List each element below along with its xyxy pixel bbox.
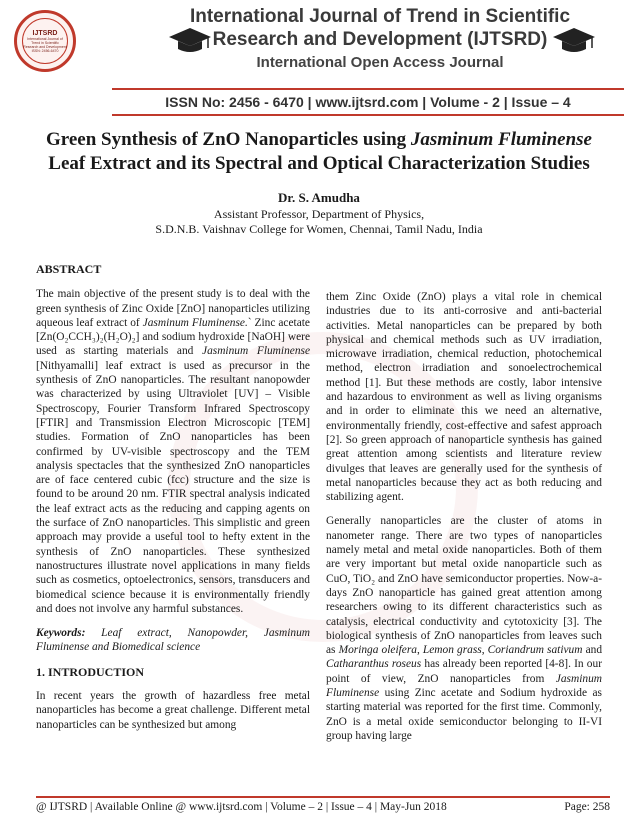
text-run: [Nithyamalli] leaf extract is used as precursor in the synthesis of ZnO nanoparticles. The resultant nanopowder was characterized by using Ultraviolet [UV] – Visible Spectroscopy, Fourier Transform Infrared Spectroscopy [FTIR] and Transmission Electron Microscopic [TEM] studies. Formation of ZnO nanoparticles has been confirmed by UV-visible spectroscopy and the TEM analysis spectacles that the synthesized ZnO nanoparticles are of face centered cubic (fcc) structure and the size is found to be around 20 nm. FTIR spectral analysis indicated the leaf extract acts as the reducing and capping agents on the surface of ZnO nanoparticles. This simplistic and green approach may provide a useful tool to hefty extent in the synthesis of ZnO nanoparticles. These synthesized nanostructures illustrate novel applications in many fields such as cosmetics, optoelectronics, sensors, transducers and biomedical science because it is environmentally friendly and does not involve any harmful substances. <box>36 359 310 615</box>
text-run: and <box>582 644 603 657</box>
species-name: Lemon grass <box>422 644 482 657</box>
introduction-text: In recent years the growth of hazardless free metal nanoparticles has become a great challenge. Different metal nanoparticles can be synthesized but among <box>36 690 310 731</box>
title-species: Jasminum Fluminense <box>410 129 592 150</box>
seal-line: International Journal of Trend in Scientific <box>27 36 63 45</box>
page-footer <box>36 796 610 816</box>
species-name: Catharanthus roseus <box>326 658 422 671</box>
body-paragraph <box>326 514 602 743</box>
text-run: using Zinc acetate and Sodium hydroxide as starting material was reported for the first time. Commonly, ZnO is a metal oxide semiconductor belonging to II-VI group having large <box>326 687 602 742</box>
right-column <box>326 290 602 743</box>
paper-title <box>20 128 618 176</box>
text-run: The main objective of the present study is to deal with the green synthesis of Zinc Oxide [ZnO] nanoparticles utilizing aqueous leaf extract of <box>36 288 310 329</box>
species-name: Jasminum Fluminense <box>202 345 311 358</box>
species-name: Coriandrum sativum <box>487 644 583 657</box>
abstract-heading: ABSTRACT <box>36 262 102 276</box>
keywords-label: Keywords: <box>36 627 86 640</box>
seal-line: ISSN: 2456-6470 <box>31 48 59 53</box>
issn-bar <box>112 88 624 116</box>
author-name: Dr. S. Amudha <box>278 190 360 205</box>
journal-title-line: Research and Development (IJTSRD) <box>212 29 548 50</box>
affiliation <box>0 207 638 237</box>
abstract-text <box>36 287 310 616</box>
species-name: Jasminum Fluminense. <box>142 316 248 329</box>
species-name: Moringa oleifera <box>338 644 417 657</box>
footer-info: @ IJTSRD | Available Online @ www.ijtsrd.com | Volume – 2 | Issue – 4 | May-Jun 2018 <box>36 801 447 813</box>
journal-title <box>150 5 610 51</box>
keywords-text: Leaf extract, Nanopowder, Jasminum Fluminense and Biomedical science <box>36 627 310 654</box>
title-text: Green Synthesis of ZnO Nanoparticles using <box>45 129 411 150</box>
text-run: ` Zinc acetate [Zn(O₂CCH₃)₂(H₂O)₂] and sodium hydroxide [NaOH] were used as starting materials and <box>36 316 310 358</box>
introduction-heading: 1. INTRODUCTION <box>36 664 145 679</box>
journal-subtitle: International Open Access Journal <box>256 54 504 71</box>
page-number: Page: 258 <box>564 801 610 813</box>
text-run: , <box>416 644 423 657</box>
affiliation-line: S.D.N.B. Vaishnav College for Women, Chennai, Tamil Nadu, India <box>155 222 483 236</box>
seal-text: IJTSRD <box>32 29 58 37</box>
species-name: Jasminum Fluminense <box>326 672 602 700</box>
text-run: has already been reported [4-8]. In our point of view, ZnO nanoparticles from <box>326 658 602 685</box>
affiliation-line: Assistant Professor, Department of Physics, <box>213 207 425 221</box>
left-column <box>36 262 310 732</box>
text-run: Generally nanoparticles are the cluster of atoms in nanometer range. There are two types of nanoparticles namely metal and metal oxide nanoparticles. Both of them are very important but metal oxide nanoparticle such as CuO, TiO₂ and ZnO have semiconductor properties. Now-a-days ZnO nanoparticle has gained great attention among researchers owing to its different characteristics such as catalysis, electrical conductivity and cytotoxicity [3]. The biological synthesis of ZnO nanoparticles from leaves such as <box>326 515 602 657</box>
issn-text: ISSN No: 2456 - 6470 | www.ijtsrd.com | Volume - 2 | Issue – 4 <box>165 94 571 110</box>
text-run: , <box>481 644 488 657</box>
seal-line: Research and Development <box>23 44 67 49</box>
journal-title-line: International Journal of Trend in Scientific <box>189 6 571 27</box>
title-text: Leaf Extract and its Spectral and Optical Characterization Studies <box>48 153 590 174</box>
keywords <box>36 626 310 655</box>
journal-seal-logo <box>14 10 76 72</box>
body-paragraph: them Zinc Oxide (ZnO) plays a vital role in chemical industries due to its anti-corrosive and anti-bacterial activities. Metal nanoparticles can be prepared by both physical and chemical methods such as UV irradiation, microwave irradiation, chemical reduction, photochemical method, electron irradiation and sonoelectrochemical method [1]. But these methods are costly, labor intensive and hazardous to environment as well as living organisms and in order to eliminate this we need an alternative, environmentally friendly, cost-effective and safest approach [2]. So green approach of nanoparticle synthesis has gained great attention among scientists and literature review divulges that leaves are generally used for the synthesis of metal nanoparticles because they act as both reducing and stabilizing agent. <box>326 291 602 504</box>
